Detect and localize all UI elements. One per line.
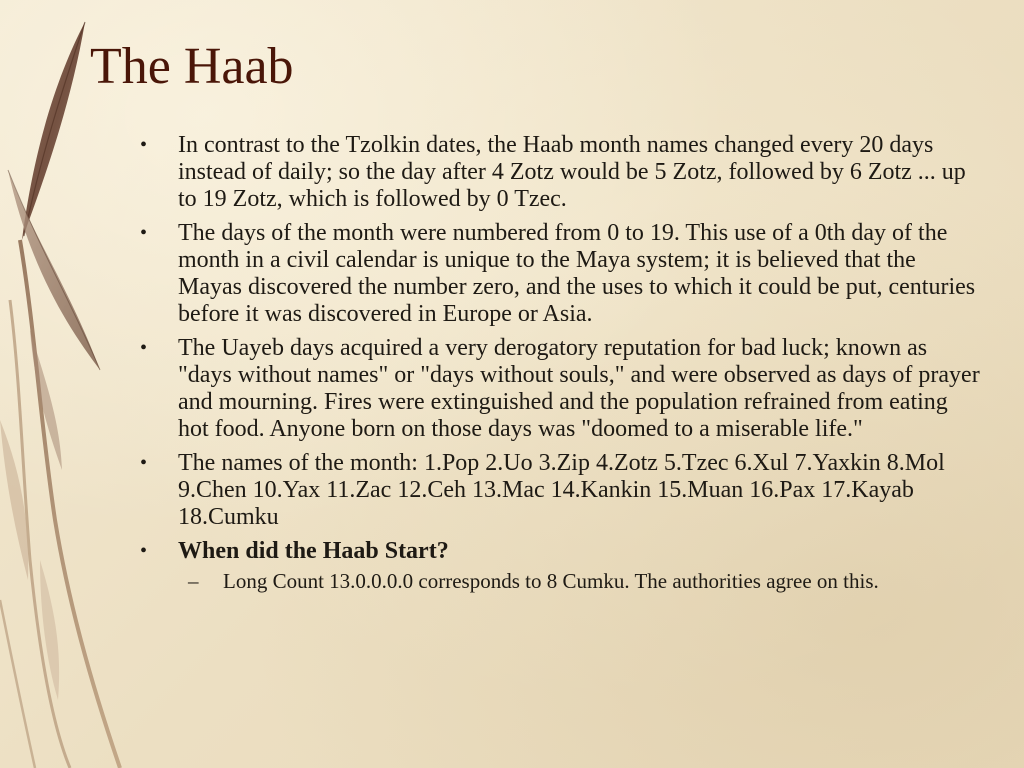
bullet-item xyxy=(140,450,980,531)
bullet-list xyxy=(140,132,980,600)
sub-bullet-list xyxy=(178,569,980,593)
bullet-item-haab-start xyxy=(140,538,980,593)
bullet-item xyxy=(140,132,980,213)
sub-bullet-text: Long Count 13.0.0.0.0 corresponds to 8 Cumku. The authorities agree on this. xyxy=(223,569,879,593)
sub-bullet-dash: – xyxy=(188,569,199,593)
slide-title: The Haab xyxy=(90,38,294,95)
bullet-text: The Uayeb days acquired a very derogatory reputation for bad luck; known as "days without names" or "days without souls," and were observed as days of prayer and mourning. Fires were extinguished and the population refrained from eating hot food. Anyone born on those days was "doomed to a miserable life." xyxy=(178,335,980,442)
bullet-dot: • xyxy=(140,222,148,244)
bullet-dot: • xyxy=(140,134,148,156)
bullet-text: The days of the month were numbered from 0 to 19. This use of a 0th day of the month in a civil calendar is unique to the Maya system; it is believed that the Mayas discovered the number zero, and the uses to which it could be put, centuries before it was discovered in Europe or Asia. xyxy=(178,220,976,327)
bullet-item xyxy=(140,335,980,443)
bullet-item xyxy=(140,220,980,328)
bullet-dot: • xyxy=(140,337,148,359)
leaf-decoration-icon xyxy=(0,0,150,768)
bullet-text: In contrast to the Tzolkin dates, the Haab month names changed every 20 days instead of daily; so the day after 4 Zotz would be 5 Zotz, followed by 6 Zotz ... up to 19 Zotz, which is followed by 0 Tzec. xyxy=(178,132,966,212)
bullet-text: The names of the month: 1.Pop 2.Uo 3.Zip 4.Zotz 5.Tzec 6.Xul 7.Yaxkin 8.Mol 9.Chen 10.Yax 11.Zac 12.Ceh 13.Mac 14.Kankin 15.Muan 16.Pax 17.Kayab 18.Cumku xyxy=(178,450,945,530)
bullet-text-question: When did the Haab Start? xyxy=(178,538,449,564)
sub-bullet-item xyxy=(178,569,980,593)
bullet-dot: • xyxy=(140,452,148,474)
bullet-dot: • xyxy=(140,540,148,562)
